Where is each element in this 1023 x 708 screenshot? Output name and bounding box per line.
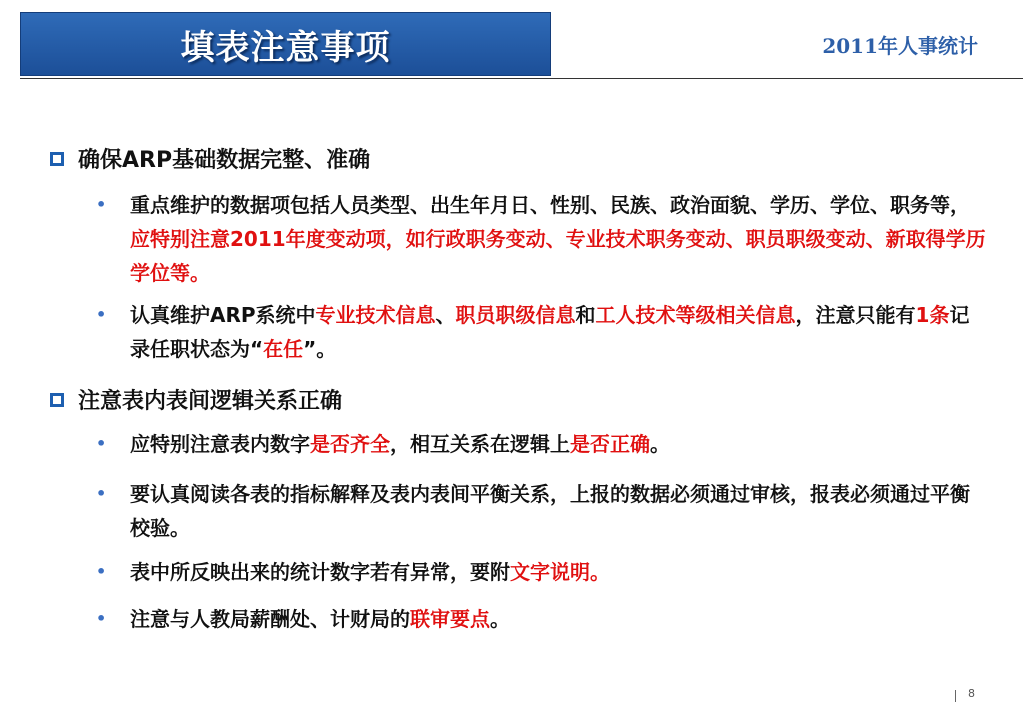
text-run: 和 bbox=[575, 303, 596, 327]
text-run: 、 bbox=[435, 303, 456, 327]
highlight-text: 在任 bbox=[263, 337, 304, 361]
highlight-text: 专业技术信息 bbox=[315, 303, 436, 327]
text-run: ，注意只能有 bbox=[795, 303, 916, 327]
header-divider bbox=[20, 78, 1023, 79]
text-run: 重点维护的数据项包括人员类型、出生年月日、性别、民族、政治面貌、学历、学位、职务等， bbox=[130, 193, 970, 217]
bullet-text bbox=[130, 427, 986, 461]
highlight-text: 是否齐全 bbox=[310, 432, 390, 456]
text-run: ，相互关系在逻辑上 bbox=[390, 432, 570, 456]
list-item bbox=[96, 555, 986, 589]
text-run: 注意与人教局薪酬处、计财局的 bbox=[130, 607, 410, 631]
highlight-text: 联审要点 bbox=[410, 607, 490, 631]
bullet-dot-icon: • bbox=[96, 484, 107, 503]
text-run: ”。 bbox=[303, 337, 337, 361]
bullet-dot-icon: • bbox=[96, 195, 107, 214]
text-run: 认真维护ARP系统中 bbox=[130, 303, 316, 327]
bullet-text bbox=[130, 602, 986, 636]
text-run: 记录任职状态为“ bbox=[130, 303, 970, 361]
section-heading-text: 注意表内表间逻辑关系正确 bbox=[78, 389, 343, 414]
highlight-text: 应特别注意2011年度变动项，如行政职务变动、专业技术职务变动、职员职级变动、新取得学历学位等。 bbox=[130, 227, 986, 285]
list-item bbox=[96, 427, 986, 461]
footer-divider bbox=[955, 690, 956, 702]
bullet-text bbox=[130, 555, 986, 589]
page-title: 填表注意事项 bbox=[180, 27, 391, 68]
square-bullet-icon bbox=[50, 393, 64, 407]
list-item bbox=[96, 188, 986, 290]
title-banner bbox=[20, 12, 551, 76]
bullet-text bbox=[130, 477, 986, 545]
text-run: 。 bbox=[490, 607, 510, 631]
text-run: 应特别注意表内数字 bbox=[130, 432, 310, 456]
header-subtitle: 2011年人事统计 bbox=[822, 34, 978, 58]
bullet-text bbox=[130, 188, 986, 290]
bullet-dot-icon: • bbox=[96, 562, 107, 581]
text-run: 要认真阅读各表的指标解释及表内表间平衡关系，上报的数据必须通过审核，报表必须通过平衡校验。 bbox=[130, 482, 970, 540]
text-run: 。 bbox=[650, 432, 670, 456]
highlight-text: 工人技术等级相关信息 bbox=[595, 303, 796, 327]
list-item bbox=[96, 298, 986, 366]
square-bullet-icon bbox=[50, 152, 64, 166]
bullet-text bbox=[130, 298, 986, 366]
section-heading-2 bbox=[50, 384, 342, 415]
section-heading-text: 确保ARP基础数据完整、准确 bbox=[78, 148, 371, 173]
list-item bbox=[96, 602, 986, 636]
highlight-text: 文字说明。 bbox=[510, 560, 610, 584]
highlight-text: 是否正确 bbox=[570, 432, 650, 456]
bullet-dot-icon: • bbox=[96, 434, 107, 453]
highlight-text: 1条 bbox=[915, 303, 950, 327]
bullet-dot-icon: • bbox=[96, 305, 107, 324]
highlight-text: 职员职级信息 bbox=[455, 303, 576, 327]
page-number: 8 bbox=[968, 687, 975, 700]
text-run: 表中所反映出来的统计数字若有异常，要附 bbox=[130, 560, 510, 584]
section-heading-1 bbox=[50, 143, 370, 174]
list-item bbox=[96, 477, 986, 545]
bullet-dot-icon: • bbox=[96, 609, 107, 628]
